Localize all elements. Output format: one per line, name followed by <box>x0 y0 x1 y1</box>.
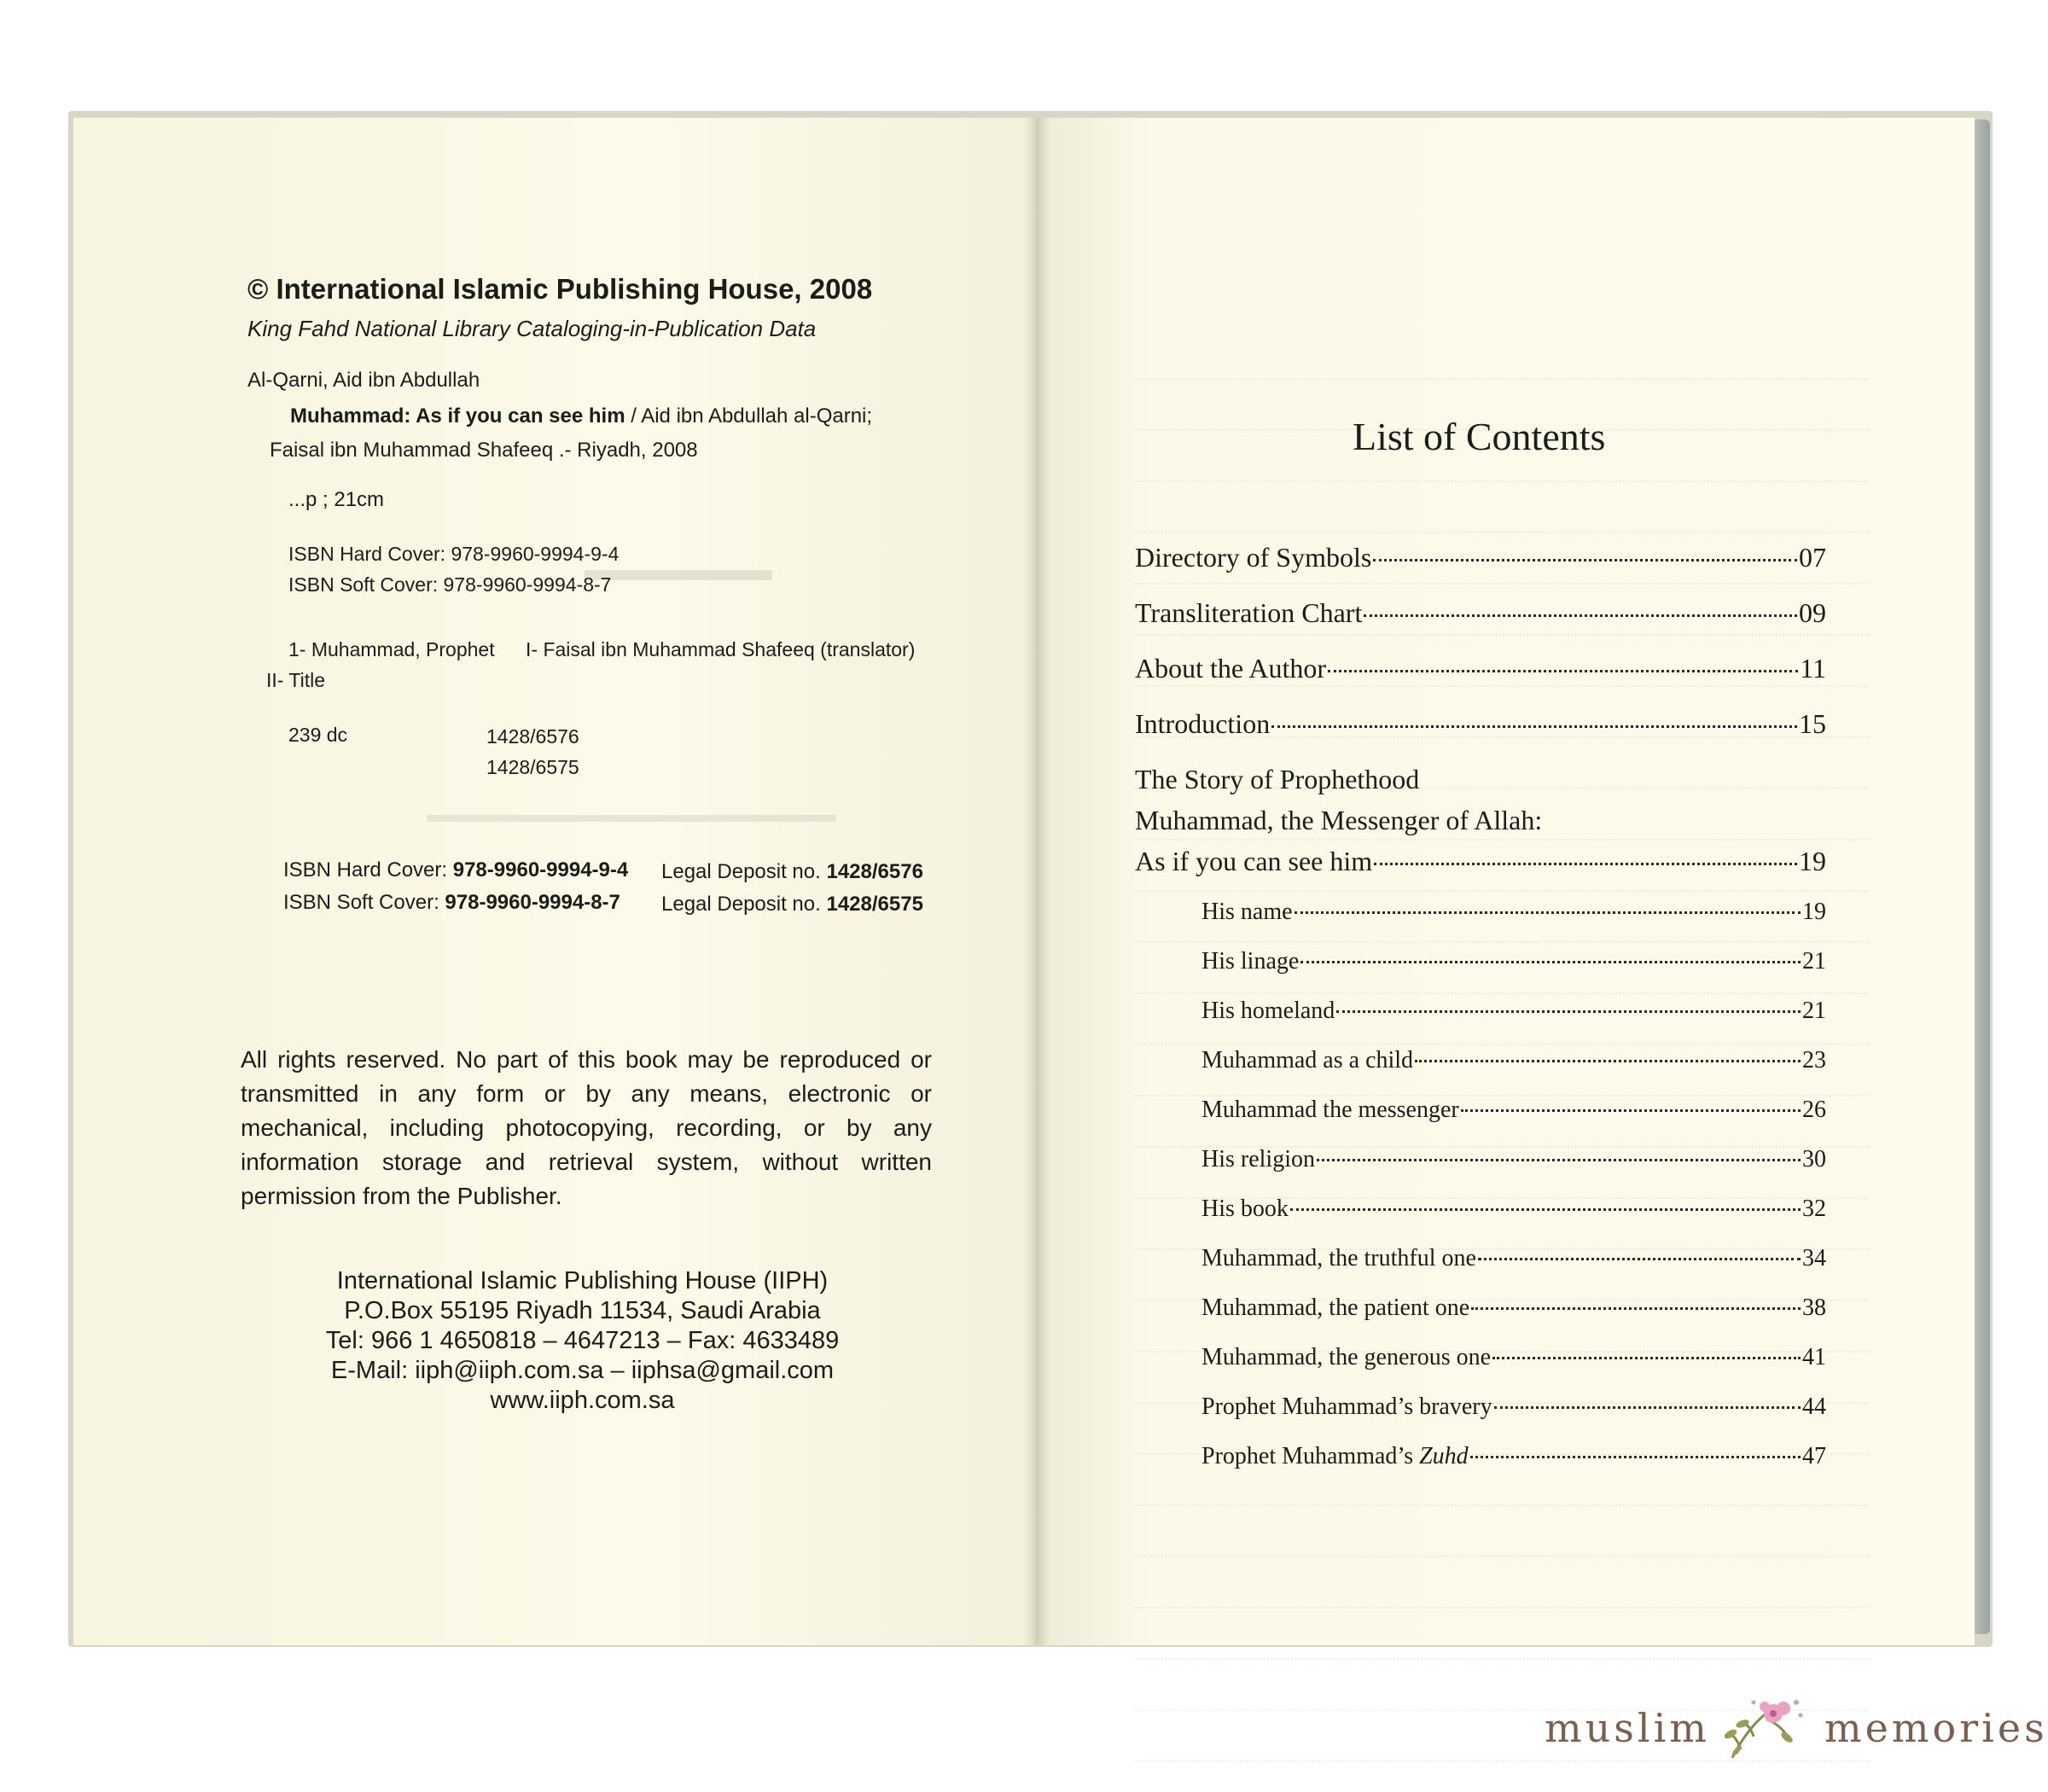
deposit-2: 1428/6575 <box>486 756 579 778</box>
toc-leader <box>1290 1208 1801 1211</box>
toc-entry <box>1135 653 1826 684</box>
toc-entry-label: Muhammad, the truthful one <box>1201 1245 1476 1271</box>
cip-heading: King Fahd National Library Cataloging-in-Publication Data <box>247 316 817 341</box>
toc-entry-page: 21 <box>1802 998 1826 1024</box>
toc-leader <box>1471 1307 1801 1310</box>
toc-entry-page: 15 <box>1799 708 1826 739</box>
toc-leader <box>1494 1406 1801 1409</box>
toc-entry-label: Muhammad, the patient one <box>1201 1295 1470 1321</box>
toc-entry-label: His homeland <box>1201 998 1335 1024</box>
toc-entry-page: 30 <box>1802 1146 1826 1172</box>
toc-subentry <box>1201 1097 1826 1124</box>
toc-entry-page: 07 <box>1799 542 1826 573</box>
toc-subentry <box>1201 1344 1826 1371</box>
publisher-phone: Tel: 966 1 4650818 – 4647213 – Fax: 4633489 <box>325 1327 840 1354</box>
toc-leader <box>1300 961 1801 963</box>
toc-subentry <box>1201 948 1826 975</box>
toc-section-line: The Story of Prophethood <box>1135 764 1420 794</box>
page-count: ...p ; 21cm <box>288 488 385 511</box>
publisher-email: E-Mail: iiph@iiph.com.sa – iiphsa@gmail.com <box>330 1357 835 1384</box>
isbn-soft: ISBN Soft Cover: 978-9960-9994-8-7 <box>288 573 612 596</box>
brand-logo <box>1545 1690 2048 1766</box>
copyright-line: © International Islamic Publishing House, 2008 <box>247 273 873 305</box>
toc-entry-label: Muhammad the messenger <box>1201 1097 1459 1123</box>
footer-isbn-hard-label: ISBN Hard Cover: <box>283 858 453 881</box>
subject-2: I- Faisal ibn Muhammad Shafeeq (translator) <box>526 638 916 660</box>
toc-leader <box>1295 911 1801 914</box>
footer-isbn-hard <box>283 858 628 882</box>
toc-entry-page: 09 <box>1799 597 1826 628</box>
toc-entry <box>1135 708 1826 740</box>
author-entry: Al-Qarni, Aid ibn Abdullah <box>247 369 480 392</box>
toc-entry-label: Muhammad, the generous one <box>1201 1344 1492 1370</box>
toc-entry-label: As if you can see him <box>1135 846 1373 876</box>
toc-entry-label: His name <box>1201 899 1293 925</box>
toc-leader <box>1470 1456 1801 1458</box>
toc-subentry <box>1201 1245 1826 1272</box>
toc-entry <box>1135 846 1826 877</box>
toc-leader <box>1374 863 1797 865</box>
toc-entry-label: Introduction <box>1135 708 1271 739</box>
toc-entry-label <box>1201 1443 1469 1470</box>
toc-leader <box>1317 1159 1801 1161</box>
dewey-class: 239 dc <box>288 724 348 746</box>
brand-word-1: muslim <box>1545 1705 1710 1751</box>
title-line <box>290 404 872 428</box>
toc-subentry <box>1201 1196 1826 1223</box>
publisher-name: International Islamic Publishing House (IIPH) <box>336 1267 829 1295</box>
subject-3: II- Title <box>266 669 326 691</box>
footer-isbn-hard-value: 978-9960-9994-9-4 <box>452 858 629 881</box>
deposit-1: 1428/6576 <box>486 725 579 748</box>
footer-isbn-soft-label: ISBN Soft Cover: <box>283 891 445 914</box>
toc-entry-page: 26 <box>1802 1097 1826 1123</box>
footer-deposit-2 <box>661 893 923 916</box>
book-author: / Aid ibn Abdullah al-Qarni; <box>625 404 873 428</box>
toc-entry-page: 23 <box>1802 1047 1826 1073</box>
toc-entry-label-prefix: Prophet Muhammad’s <box>1201 1443 1420 1469</box>
toc-entry-label: Muhammad as a child <box>1201 1047 1414 1073</box>
toc-entry-label: His book <box>1201 1196 1289 1222</box>
footer-deposit-label: Legal Deposit no. <box>661 893 827 916</box>
toc-entry-label: His linage <box>1201 948 1300 975</box>
toc-leader <box>1478 1258 1801 1260</box>
toc-leader <box>1415 1060 1801 1062</box>
isbn-hard: ISBN Hard Cover: 978-9960-9994-9-4 <box>288 543 620 565</box>
book-gutter <box>1024 118 1050 1645</box>
toc-entry-label: Prophet Muhammad’s bravery <box>1201 1393 1492 1420</box>
toc-subentry <box>1201 899 1826 926</box>
toc-entry-page: 34 <box>1802 1245 1826 1271</box>
toc-subentry <box>1201 1146 1826 1173</box>
publisher-address: P.O.Box 55195 Riyadh 11534, Saudi Arabia <box>344 1297 821 1324</box>
toc-entry-page: 32 <box>1802 1196 1826 1222</box>
toc-subentry <box>1201 1393 1826 1421</box>
toc-subentry <box>1201 1047 1826 1074</box>
toc-leader <box>1492 1357 1801 1359</box>
toc-entry-page: 19 <box>1802 899 1826 925</box>
toc-subentry <box>1201 1295 1826 1322</box>
toc-entry-page: 11 <box>1800 653 1826 684</box>
toc-entry-label: About the Author <box>1135 653 1326 684</box>
toc-entry-page: 44 <box>1802 1393 1826 1420</box>
toc-entry-page: 21 <box>1802 948 1826 975</box>
toc-leader <box>1373 559 1797 561</box>
rights-notice: All rights reserved. No part of this book may be reproduced or transmitted in any form or by any means, electronic or mechanical, including photocopying, recording, or by any information storage and retrieval system, without written permission from the Publisher. <box>241 1046 932 1209</box>
toc-entry-page: 41 <box>1802 1344 1826 1370</box>
floral-wreath-icon <box>1715 1690 1818 1766</box>
toc-entry-label: Transliteration Chart <box>1135 597 1363 628</box>
toc-subentry <box>1201 1443 1826 1470</box>
footer-isbn-soft <box>283 891 620 915</box>
publisher-contact <box>303 1266 862 1416</box>
toc-section-line: Muhammad, the Messenger of Allah: <box>1135 805 1543 835</box>
toc-entry-page: 19 <box>1799 846 1826 876</box>
translator-line: Faisal ibn Muhammad Shafeeq .- Riyadh, 2008 <box>270 439 698 462</box>
brand-word-2: memories <box>1824 1705 2048 1751</box>
footer-deposit-1 <box>661 860 923 884</box>
toc-leader <box>1364 614 1797 617</box>
toc-entry-label-italic: Zuhd <box>1419 1443 1469 1469</box>
toc-title: List of Contents <box>1353 415 1606 458</box>
toc-subentry <box>1201 998 1826 1025</box>
footer-deposit-value: 1428/6576 <box>826 860 923 883</box>
show-through-mark <box>427 815 836 822</box>
toc-entry-label: His religion <box>1201 1146 1315 1172</box>
toc-entry <box>1135 542 1826 573</box>
footer-deposit-label: Legal Deposit no. <box>661 860 827 883</box>
book-title: Muhammad: As if you can see him <box>290 404 625 428</box>
toc-leader <box>1328 670 1798 672</box>
toc-entry-label: Directory of Symbols <box>1135 542 1372 573</box>
footer-isbn-soft-value: 978-9960-9994-8-7 <box>445 891 620 914</box>
toc-leader <box>1461 1109 1801 1112</box>
subject-1: 1- Muhammad, Prophet <box>288 638 495 660</box>
footer-deposit-value: 1428/6575 <box>826 893 923 916</box>
toc-entry-page: 47 <box>1802 1443 1826 1469</box>
toc-leader <box>1336 1010 1801 1013</box>
show-through-mark <box>585 570 772 580</box>
toc-leader <box>1271 725 1797 728</box>
toc-entry <box>1135 597 1826 629</box>
publisher-website: www.iiph.com.sa <box>490 1387 675 1414</box>
toc-entry-page: 38 <box>1802 1295 1826 1321</box>
